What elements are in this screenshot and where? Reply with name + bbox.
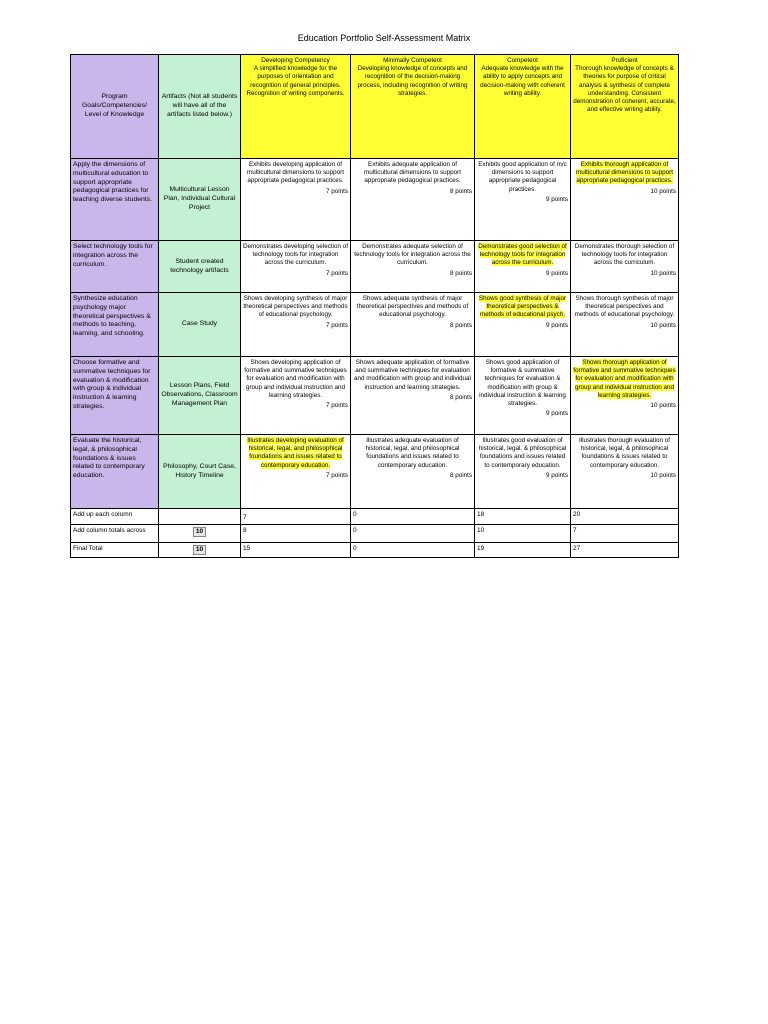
criterion-text: Exhibits good application of m/c dimensions to support appropriate pedagogical practices. <box>478 161 567 193</box>
level-description: Thorough knowledge of concepts & theories for purpose of critical analysis & synthesis of complete understanding. Consistent demonstration of coherent, accurate, and effective writing ability. <box>573 65 676 114</box>
total-value: 19 <box>475 543 571 558</box>
total-value: 18 <box>475 509 571 525</box>
totals-label: Add column totals across <box>71 525 159 543</box>
total-value: 0 <box>351 543 475 558</box>
points-label: 7 points <box>325 321 348 329</box>
criterion-text: Shows developing application of formative and summative techniques for evaluation and modification with group and individual instruction and learning strategies. <box>244 359 347 399</box>
points-label: 7 points <box>325 471 348 479</box>
criterion-text: Demonstrates thorough selection of technology tools for integration across the curriculum. <box>574 243 675 267</box>
artifacts-header-label: Artifacts (Not all students will have all of the artifacts listed below.) <box>161 93 238 118</box>
points-label: 8 points <box>449 269 472 277</box>
total-value: 20 <box>571 509 679 525</box>
table-row <box>71 357 679 435</box>
total-value: 15 <box>241 543 351 558</box>
total-value: 10 <box>475 525 571 543</box>
header-row <box>71 55 679 159</box>
points-label: 7 points <box>325 401 348 409</box>
points-label: 10 points <box>650 401 676 409</box>
criterion-text: Shows thorough application of formative and summative techniques for evaluation and modification with group and individual instruction and learning strategies. <box>573 359 676 399</box>
level-cell <box>241 159 351 241</box>
criterion-text: Exhibits developing application of multicultural dimensions to support appropriate pedagogical practices. <box>247 161 344 185</box>
totals-label: Add up each column <box>71 509 159 525</box>
table-row <box>71 241 679 293</box>
criterion-text: Illustrates adequate evaluation of historical, legal, and philosophical foundations and issues related to contemporary education. <box>365 437 460 469</box>
total-value: 0 <box>351 525 475 543</box>
totals-row-final <box>71 543 679 558</box>
points-label: 10 points <box>650 471 676 479</box>
table-row <box>71 293 679 357</box>
criterion-text: Shows thorough synthesis of major theoretical perspectives and methods of educational psychology. <box>574 295 675 319</box>
self-assessment-matrix <box>70 54 679 558</box>
total-value: 7 <box>241 509 351 525</box>
artifact-cell: Philosophy, Court Case, History Timeline <box>159 435 241 509</box>
level-header-developing <box>241 55 351 159</box>
goals-header-label: Program Goals/Competencies/ Level of Knowledge <box>82 93 147 118</box>
criterion-text: Shows developing synthesis of major theoretical perspectives and methods of educational psychology. <box>243 295 348 319</box>
level-cell <box>475 159 571 241</box>
points-label: 7 points <box>325 187 348 195</box>
level-cell <box>351 241 475 293</box>
total-value: 8 <box>241 525 351 543</box>
level-cell <box>351 357 475 435</box>
points-label: 8 points <box>449 393 472 401</box>
total-value: 7 <box>571 525 679 543</box>
artifact-cell: Student created technology artifacts <box>159 241 241 293</box>
points-label: 7 points <box>325 269 348 277</box>
totals-artifact-cell <box>159 509 241 525</box>
points-label: 9 points <box>545 195 568 203</box>
level-name: Proficient <box>611 57 638 64</box>
level-name: Developing Competency <box>261 57 330 64</box>
level-cell <box>571 435 679 509</box>
totals-row-column-sum <box>71 509 679 525</box>
level-name: Minimally Competent <box>383 57 442 64</box>
points-label: 8 points <box>449 187 472 195</box>
points-label: 10 points <box>650 321 676 329</box>
criterion-text: Shows adequate application of formative and summative techniques for evaluation and modification with group and individual instruction and learning strategies. <box>354 359 471 391</box>
points-label: 9 points <box>545 410 568 418</box>
criterion-text: Illustrates developing evaluation of historical, legal, and philosophical foundations and issues related to contemporary education. <box>247 437 344 469</box>
level-cell <box>571 357 679 435</box>
points-label: 8 points <box>449 321 472 329</box>
goal-cell: Apply the dimensions of multicultural education to support appropriate pedagogical practices for teaching diverse students. <box>71 159 159 241</box>
points-label: 8 points <box>449 471 472 479</box>
total-box: 10 <box>193 545 206 555</box>
criterion-text: Shows good application of formative & summative techniques for evaluation & modification with group & individual instruction & learning strategies. <box>479 359 566 407</box>
points-label: 9 points <box>545 269 568 277</box>
level-cell <box>475 241 571 293</box>
total-value: 27 <box>571 543 679 558</box>
criterion-text: Illustrates thorough evaluation of historical, legal, & philosophical foundations & issues related to contemporary education. <box>578 437 670 469</box>
level-cell <box>475 293 571 357</box>
level-description: A simplified knowledge for the purposes of orientation and recognition of general principles. Recognition of writing components. <box>246 65 345 97</box>
level-cell <box>351 159 475 241</box>
level-description: Developing knowledge of concepts and recognition of the decision-making process, including recognition of writing strategies. <box>357 65 468 97</box>
points-label: 10 points <box>650 269 676 277</box>
level-name: Competent <box>507 57 538 64</box>
criterion-text: Exhibits adequate application of multicultural dimensions to support appropriate pedagogical practices. <box>364 161 461 185</box>
level-cell <box>571 159 679 241</box>
total-value: 0 <box>351 509 475 525</box>
criterion-text: Illustrates good evaluation of historical, legal, & philosophical foundations and issues related to contemporary education. <box>478 437 567 469</box>
goal-cell: Select technology tools for integration across the curriculum. <box>71 241 159 293</box>
criterion-text: Shows adequate synthesis of major theoretical perspectives and methods of educational psychology. <box>356 295 469 319</box>
totals-label: Final Total <box>71 543 159 558</box>
page-title: Education Portfolio Self-Assessment Matrix <box>297 33 471 43</box>
level-cell <box>475 435 571 509</box>
level-cell <box>571 293 679 357</box>
level-cell <box>351 435 475 509</box>
goal-cell: Evaluate the historical, legal, & philosophical foundations & issues related to contemporary education. <box>71 435 159 509</box>
level-cell <box>475 357 571 435</box>
criterion-text: Demonstrates good selection of technology tools for integration across the curriculum. <box>478 243 567 267</box>
totals-artifact-cell <box>159 525 241 543</box>
level-header-minimally-competent <box>351 55 475 159</box>
criterion-text: Demonstrates developing selection of technology tools for integration across the curriculum. <box>243 243 349 267</box>
totals-row-across <box>71 525 679 543</box>
artifact-cell: Case Study <box>159 293 241 357</box>
level-description: Adequate knowledge with the ability to apply concepts and decision-making with coherent writing ability. <box>480 65 565 97</box>
level-cell <box>241 293 351 357</box>
artifact-cell: Multicultural Lesson Plan, Individual Cultural Project <box>159 159 241 241</box>
criterion-text: Shows good synthesis of major theoretical perspectives & methods of educational psych. <box>478 295 567 319</box>
table-row <box>71 435 679 509</box>
table-row <box>71 159 679 241</box>
level-cell <box>571 241 679 293</box>
level-header-competent <box>475 55 571 159</box>
level-cell <box>241 241 351 293</box>
points-label: 9 points <box>545 321 568 329</box>
goals-header <box>71 55 159 159</box>
level-header-proficient <box>571 55 679 159</box>
criterion-text: Demonstrates adequate selection of technology tools for integration across the curriculum. <box>354 243 471 267</box>
artifacts-header <box>159 55 241 159</box>
points-label: 10 points <box>650 187 676 195</box>
level-cell <box>241 357 351 435</box>
level-cell <box>241 435 351 509</box>
level-cell <box>351 293 475 357</box>
artifact-cell: Lesson Plans, Field Observations, Classroom Management Plan <box>159 357 241 435</box>
goal-cell: Synthesize education psychology major theoretical perspectives & methods to teaching, learning, and schooling. <box>71 293 159 357</box>
total-box: 10 <box>193 527 206 537</box>
goal-cell: Choose formative and summative techniques for evaluation & modification with group & individual instruction & learning strategies. <box>71 357 159 435</box>
points-label: 9 points <box>545 471 568 479</box>
totals-artifact-cell <box>159 543 241 558</box>
criterion-text: Exhibits thorough application of multicultural dimensions to support appropriate pedagogical practices. <box>576 161 673 185</box>
